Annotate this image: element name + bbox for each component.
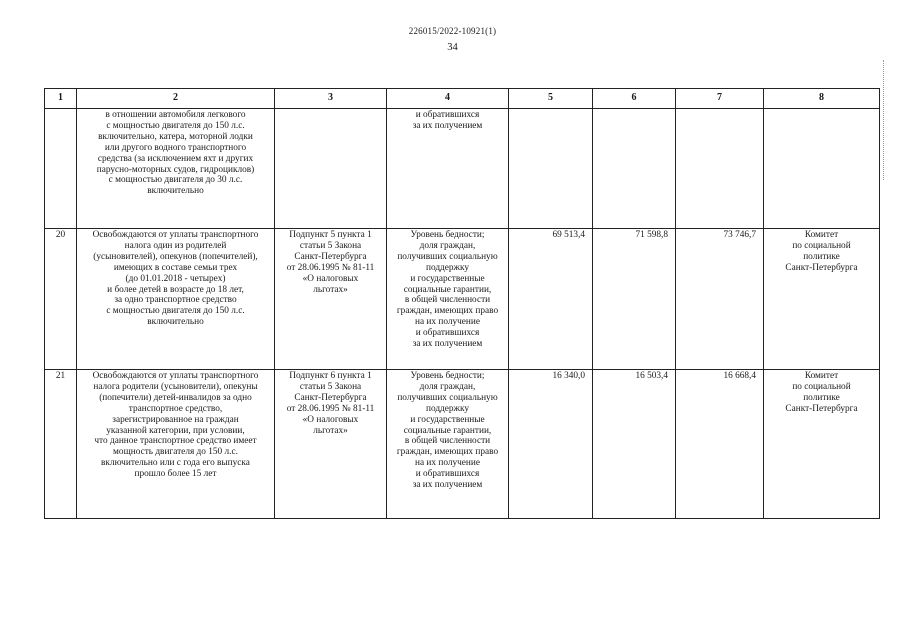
legal-basis: Подпункт 6 пункта 1 статьи 5 Закона Санкт-Петербурга от 28.06.1995 № 81-11 «О налоговых льготах»	[275, 370, 387, 519]
target-indicator: и обратившихся за их получением	[387, 109, 509, 229]
value-col5	[509, 109, 593, 229]
column-number: 3	[275, 89, 387, 109]
scan-edge-mark	[883, 60, 885, 180]
value-col5: 69 513,4	[509, 229, 593, 370]
value-col5: 16 340,0	[509, 370, 593, 519]
column-number: 8	[764, 89, 880, 109]
column-number: 2	[77, 89, 275, 109]
responsible-body: Комитет по социальной политике Санкт-Петербурга	[764, 370, 880, 519]
responsible-body: Комитет по социальной политике Санкт-Петербурга	[764, 229, 880, 370]
legal-basis	[275, 109, 387, 229]
table-row	[45, 229, 880, 370]
responsible-body	[764, 109, 880, 229]
value-col6: 71 598,8	[593, 229, 676, 370]
column-number: 6	[593, 89, 676, 109]
value-col6	[593, 109, 676, 229]
row-number: 21	[45, 370, 77, 519]
row-number	[45, 109, 77, 229]
value-col6: 16 503,4	[593, 370, 676, 519]
column-number: 7	[676, 89, 764, 109]
benefits-table	[44, 88, 880, 519]
column-number-row	[45, 89, 880, 109]
table-row	[45, 370, 880, 519]
table-row	[45, 109, 880, 229]
benefit-description: Освобождаются от уплаты транспортного налога один из родителей (усыновителей), опекунов (попечителей), имеющих в составе семьи трех (до 01.01.2018 - четырех) и более детей в возрасте до 18 лет, за одно транспортное средство с мощностью двигателя до 150 л.с. включительно	[77, 229, 275, 370]
value-col7: 16 668,4	[676, 370, 764, 519]
legal-basis: Подпункт 5 пункта 1 статьи 5 Закона Санкт-Петербурга от 28.06.1995 № 81-11 «О налоговых льготах»	[275, 229, 387, 370]
column-number: 4	[387, 89, 509, 109]
page-number: 34	[447, 42, 458, 53]
row-number: 20	[45, 229, 77, 370]
column-number: 1	[45, 89, 77, 109]
value-col7	[676, 109, 764, 229]
target-indicator: Уровень бедности; доля граждан, получивших социальную поддержку и государственные социальные гарантии, в общей численности граждан, имеющих право на их получение и обратившихся за их получением	[387, 229, 509, 370]
document-code: 226015/2022-10921(1)	[408, 26, 497, 36]
target-indicator: Уровень бедности; доля граждан, получивших социальную поддержку и государственные социальные гарантии, в общей численности граждан, имеющих право на их получение и обратившихся за их получением	[387, 370, 509, 519]
value-col7: 73 746,7	[676, 229, 764, 370]
column-number: 5	[509, 89, 593, 109]
benefit-description: Освобождаются от уплаты транспортного налога родители (усыновители), опекуны (попечители) детей-инвалидов за одно транспортное средство, зарегистрированное на граждан указанной категории, при условии, что данное транспортное средство имеет мощность двигателя до 150 л.с. включительно или с года его выпуска прошло более 15 лет	[77, 370, 275, 519]
benefit-description: в отношении автомобиля легкового с мощностью двигателя до 150 л.с. включительно, катера, моторной лодки или другого водного транспортного средства (за исключением яхт и других парусно-моторных судов, гидроциклов) с мощностью двигателя до 30 л.с. включительно	[77, 109, 275, 229]
